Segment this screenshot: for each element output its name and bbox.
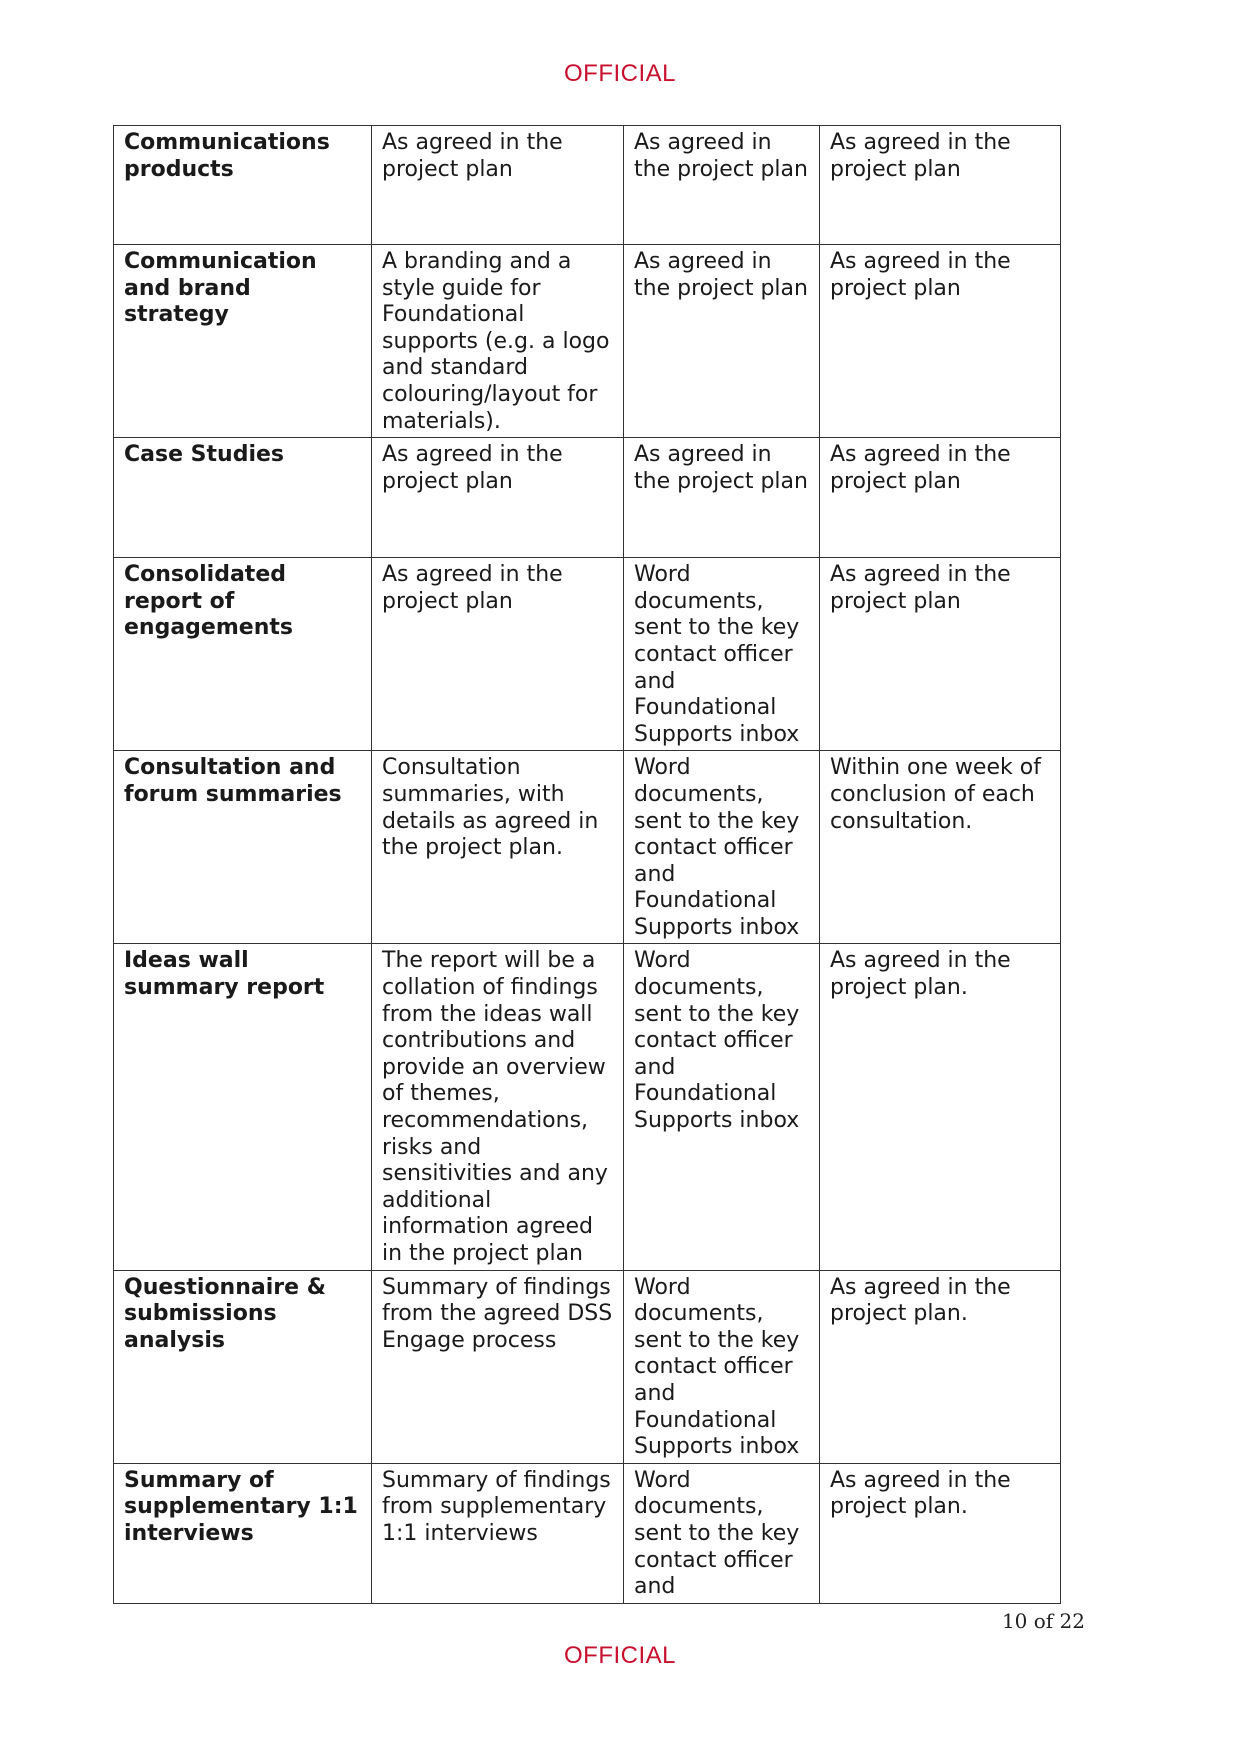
format-cell: As agreed in the project plan [624,438,820,558]
description-cell: The report will be a collation of findings from the ideas wall contributions and provide an overview of themes, recommendations, risks and sensitivities and any additional information agreed in the project plan [372,944,624,1270]
page-number: 10 of 22 [1001,1609,1085,1633]
deliverable-name-cell: Consultation and forum summaries [114,751,372,944]
description-cell: Summary of findings from supplementary 1:1 interviews [372,1463,624,1603]
deliverable-name-cell: Case Studies [114,438,372,558]
deliverables-table [113,125,1061,1604]
format-cell: Word documents, sent to the key contact officer and Foundational Supports inbox [624,751,820,944]
description-cell: Summary of findings from the agreed DSS Engage process [372,1270,624,1463]
table-row [114,944,1061,1270]
timeframe-cell: As agreed in the project plan [820,126,1061,245]
timeframe-cell: As agreed in the project plan. [820,944,1061,1270]
description-cell: As agreed in the project plan [372,438,624,558]
deliverable-name-cell: Consolidated report of engagements [114,558,372,751]
table-row [114,438,1061,558]
description-cell: As agreed in the project plan [372,558,624,751]
deliverable-name-cell: Communication and brand strategy [114,245,372,438]
deliverable-name-cell: Ideas wall summary report [114,944,372,1270]
classification-footer: OFFICIAL [563,1642,676,1669]
description-cell: A branding and a style guide for Foundational supports (e.g. a logo and standard colouring/layout for materials). [372,245,624,438]
timeframe-cell: Within one week of conclusion of each consultation. [820,751,1061,944]
format-cell: Word documents, sent to the key contact officer and Foundational Supports inbox [624,558,820,751]
table-row [114,751,1061,944]
classification-header: OFFICIAL [563,60,676,87]
table-row [114,1463,1061,1603]
format-cell: Word documents, sent to the key contact officer and [624,1463,820,1603]
timeframe-cell: As agreed in the project plan [820,245,1061,438]
table-row [114,558,1061,751]
format-cell: As agreed in the project plan [624,245,820,438]
description-cell: Consultation summaries, with details as agreed in the project plan. [372,751,624,944]
timeframe-cell: As agreed in the project plan [820,558,1061,751]
description-cell: As agreed in the project plan [372,126,624,245]
deliverable-name-cell: Questionnaire & submissions analysis [114,1270,372,1463]
timeframe-cell: As agreed in the project plan [820,438,1061,558]
table-row [114,245,1061,438]
format-cell: Word documents, sent to the key contact officer and Foundational Supports inbox [624,944,820,1270]
table-row [114,1270,1061,1463]
table-row [114,126,1061,245]
timeframe-cell: As agreed in the project plan. [820,1270,1061,1463]
deliverable-name-cell: Summary of supplementary 1:1 interviews [114,1463,372,1603]
deliverable-name-cell: Communications products [114,126,372,245]
format-cell: As agreed in the project plan [624,126,820,245]
timeframe-cell: As agreed in the project plan. [820,1463,1061,1603]
format-cell: Word documents, sent to the key contact officer and Foundational Supports inbox [624,1270,820,1463]
